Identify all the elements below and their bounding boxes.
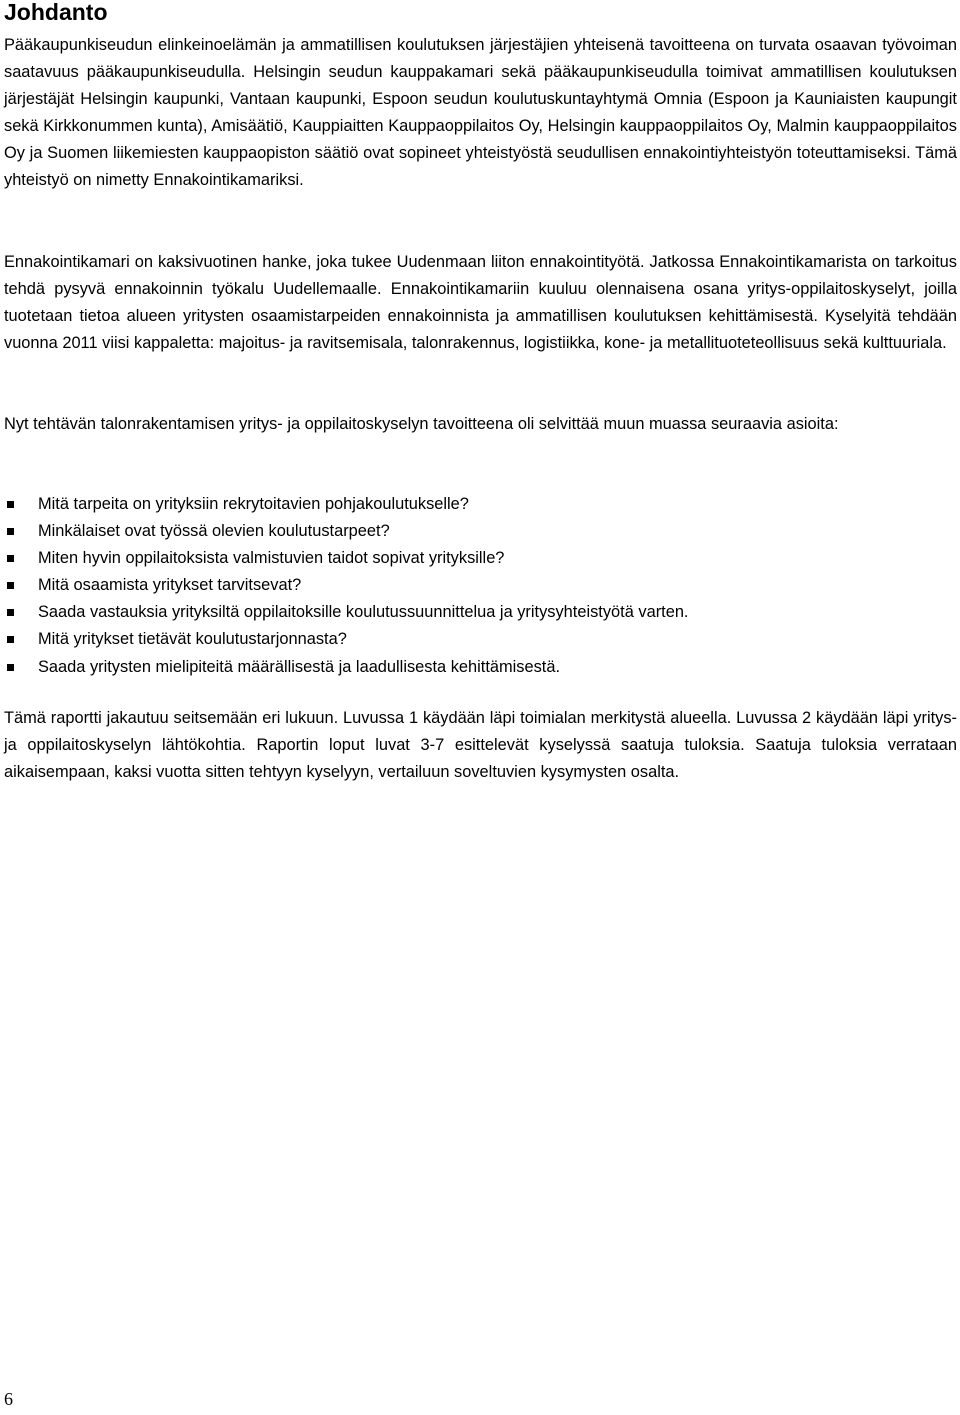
square-bullet-icon [7,501,14,508]
list-item-text: Saada yritysten mielipiteitä määrällisestä ja laadullisesta kehittämisestä. [38,657,561,676]
square-bullet-icon [7,555,14,562]
document-page [4,0,957,1415]
square-bullet-icon [7,528,14,535]
list-item [4,518,957,545]
ennakointikamari-paragraph: Ennakointikamari on kaksivuotinen hanke, joka tukee Uudenmaan liiton ennakointityötä. Jatkossa Ennakointikamarista on tarkoitus tehdä pysyvä ennakoinnin työkalu Uudellemaalle. Ennakointikamariin kuuluu olennaisena osana yritys-oppilaitoskyselyt, joilla tuotetaan tietoa alueen yritysten osaamistarpeiden ennakoinnista ja ammatillisen koulutuksen kehittämisestä. Kyselyitä tehdään vuonna 2011 viisi kappaletta: majoitus- ja ravitsemisala, talonrakennus, logistiikka, kone- ja metallituoteteollisuus sekä kulttuuriala. [4,253,957,353]
intro-paragraph: Pääkaupunkiseudun elinkeinoelämän ja ammatillisen koulutuksen järjestäjien yhteisenä tavoitteena on turvata osaavan työvoiman saatavuus pääkaupunkiseudulla. Helsingin seudun kauppakamari sekä pääkaupunkiseudulla toimivat ammatillisen koulutuksen järjestäjät Helsingin kaupunki, Vantaan kaupunki, Espoon seudun koulutuskuntayhtymä Omnia (Espoon ja Kauniaisten kaupungit sekä Kirkkonummen kunta), Amisäätiö, Kauppiaitten Kauppaoppilaitos Oy, Helsingin kauppaoppilaitos Oy, Malmin kauppaoppilaitos Oy ja Suomen liikemiesten kauppaopiston säätiö ovat sopineet yhteistyöstä seudullisen ennakointiyhteistyön toteuttamiseksi. Tämä yhteistyö on nimetty Ennakointikamariksi. [4,36,957,190]
list-item-text: Saada vastauksia yrityksiltä oppilaitoksille koulutussuunnittelua ja yritysyhteistyötä varten. [38,603,689,622]
list-item [4,599,957,626]
square-bullet-icon [7,664,14,671]
square-bullet-icon [7,636,14,643]
list-item-text: Mitä osaamista yritykset tarvitsevat? [38,576,302,595]
square-bullet-icon [7,609,14,616]
survey-question-list [4,491,957,681]
list-item [4,654,957,681]
report-structure-paragraph: Tämä raportti jakautuu seitsemään eri lukuun. Luvussa 1 käydään läpi toimialan merkitystä alueella. Luvussa 2 käydään läpi yritys- ja oppilaitoskyselyn lähtökohtia. Raportin loput luvat 3-7 esittelevät kyselyssä saatuja tuloksia. Saatuja tuloksia verrataan aikaisempaan, kaksi vuotta sitten tehtyyn kyselyyn, vertailuun soveltuvien kysymysten osalta. [4,709,957,782]
list-item-text: Minkälaiset ovat työssä olevien koulutustarpeet? [38,522,390,541]
list-item [4,626,957,653]
list-item [4,545,957,572]
section-heading: Johdanto [4,0,108,25]
list-item-text: Mitä yritykset tietävät koulutustarjonnasta? [38,630,347,649]
list-item-text: Mitä tarpeita on yrityksiin rekrytoitavien pohjakoulutukselle? [38,495,469,513]
list-item [4,572,957,599]
square-bullet-icon [7,582,14,589]
list-item-text: Miten hyvin oppilaitoksista valmistuvien taidot sopivat yrityksille? [38,549,505,568]
survey-goals-paragraph: Nyt tehtävän talonrakentamisen yritys- ja oppilaitoskyselyn tavoitteena oli selvittää muun muassa seuraavia asioita: [4,415,839,433]
list-item [4,491,957,518]
page-number: 6 [4,1389,13,1409]
